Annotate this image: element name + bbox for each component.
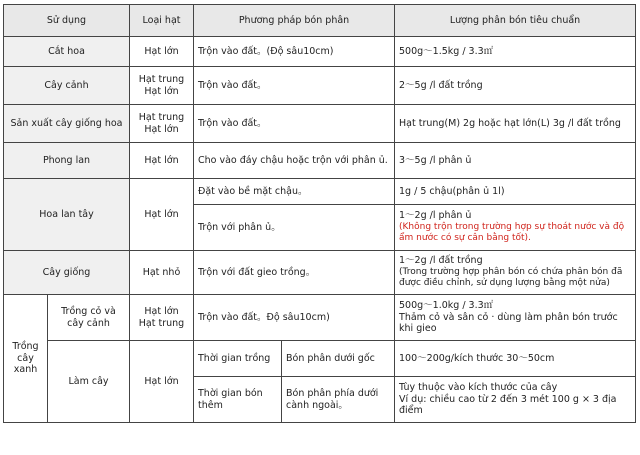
type-cell: Hạt lớn [130,143,194,179]
table-row [4,67,636,105]
amount-note: Thảm cỏ và sân cỏ · dùng làm phân bón trước khi gieo [399,311,618,335]
use-cell: Sản xuất cây giống hoa [4,105,130,143]
method-cell: Trộn vào đất。 [194,105,395,143]
type-cell: Hạt lớn [130,179,194,251]
type-line: Hạt trung [138,317,185,329]
amount-line: Tùy thuộc vào kích thước của cây [399,381,558,393]
table-row [4,105,636,143]
method-cell: Trộn vào đất。Độ sâu10cm) [194,295,395,341]
amount-cell [395,295,636,341]
amount-cell [395,205,636,251]
type-cell: Hạt nhỏ [130,251,194,295]
amount-cell [395,251,636,295]
method-cell: Trộn vào đất。 [194,67,395,105]
time-cell: Thời gian bón thêm [194,377,282,423]
use-cell: Cắt hoa [4,37,130,67]
table-row [4,341,636,377]
amount-cell [395,377,636,423]
type-line: Hạt trung [138,111,185,123]
method-cell: Trộn vào đất。(Độ sâu10cm) [194,37,395,67]
time-cell: Thời gian trồng [194,341,282,377]
group-cell-green-planting: Trồng cây xanh [4,295,48,423]
header-amount: Lượng phân bón tiêu chuẩn [395,5,636,37]
amount-line: 500g〜1.0kg / 3.3㎡ [399,299,494,311]
type-line: Hạt lớn [144,85,179,97]
amount-cell: Hạt trung(M) 2g hoặc hạt lớn(L) 3g /l đất trồng [395,105,636,143]
use-cell: Làm cây [48,341,130,423]
header-row [4,5,636,37]
use-cell: Trồng cỏ và cây cảnh [48,295,130,341]
type-cell [130,105,194,143]
table-row [4,143,636,179]
header-method: Phương pháp bón phân [194,5,395,37]
amount-note: (Trong trường hợp phân bón có chứa phân bón đã được điều chỉnh, sử dụng lượng bằng một nửa) [399,267,623,289]
use-cell: Phong lan [4,143,130,179]
type-cell [130,295,194,341]
amount-note: Ví dụ: chiều cao từ 2 đến 3 mét 100 g × 3 địa điểm [399,393,617,417]
type-line: Hạt trung [138,73,185,85]
amount-warning: (Không trộn trong trường hợp sự thoát nước và độ ẩm nước có sự cân bằng tốt). [399,222,625,244]
method-cell: Trộn với đất gieo trồng。 [194,251,395,295]
method-cell: Trộn với phân ủ。 [194,205,395,251]
use-cell: Hoa lan tây [4,179,130,251]
type-line: Hạt lớn [144,123,179,135]
use-cell: Cây giống [4,251,130,295]
table-row [4,295,636,341]
table-row [4,251,636,295]
amount-cell: 3〜5g /l phân ủ [395,143,636,179]
fertilizer-usage-table [3,4,636,423]
method-cell: Bón phân dưới gốc [282,341,395,377]
type-cell: Hạt lớn [130,37,194,67]
table-row [4,37,636,67]
table-row [4,179,636,205]
type-cell [130,67,194,105]
method-cell: Bón phân phía dưới cành ngoài。 [282,377,395,423]
method-cell: Đặt vào bề mặt chậu。 [194,179,395,205]
type-line: Hạt lớn [144,305,179,317]
use-cell: Cây cảnh [4,67,130,105]
amount-cell: 500g〜1.5kg / 3.3㎡ [395,37,636,67]
amount-line: 1〜2g /l đất trồng [399,255,483,267]
amount-line: 1〜2g /l phân ủ [399,210,472,222]
amount-cell: 1g / 5 chậu(phân ủ 1l) [395,179,636,205]
amount-cell: 100〜200g/kích thước 30〜50cm [395,341,636,377]
amount-cell: 2〜5g /l đất trồng [395,67,636,105]
header-type: Loại hạt [130,5,194,37]
type-cell: Hạt lớn [130,341,194,423]
method-cell: Cho vào đáy chậu hoặc trộn với phân ủ. [194,143,395,179]
header-use: Sử dụng [4,5,130,37]
